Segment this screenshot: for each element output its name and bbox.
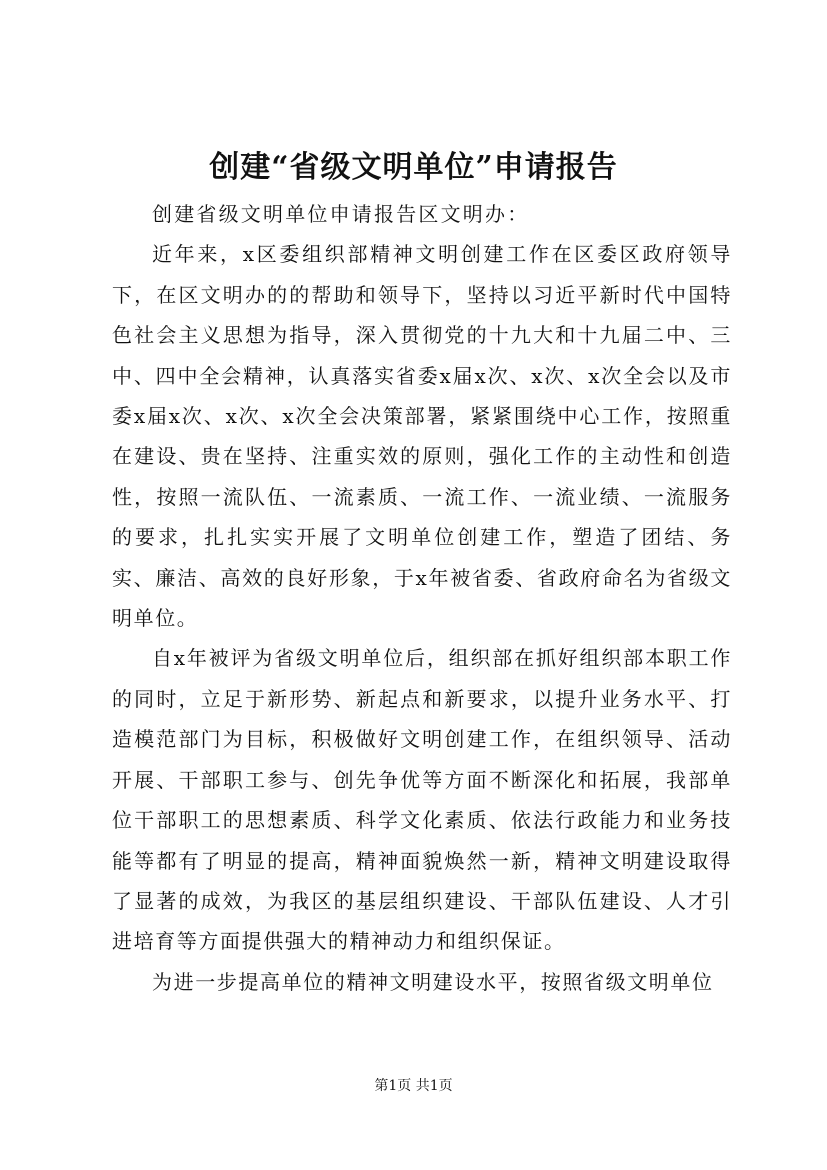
page-footer [0, 1076, 827, 1096]
paragraph-salutation: 创建省级文明单位申请报告区文明办： [152, 202, 530, 226]
document-body [112, 194, 732, 1002]
paragraph-2: 自x年被评为省级文明单位后，组织部在抓好组织部本职工作的同时，立足于新形势、新起点和新要求，以提升业务水平、打造模范部门为目标，积极做好文明创建工作，在组织领导、活动开展、干部职工参与、创先争优等方面不断深化和拓展，我部单位干部职工的思想素质、科学文化素质、依法行政能力和业务技能等都有了明显的提高，精神面貌焕然一新，精神文明建设取得了显著的成效，为我区的基层组织建设、干部队伍建设、人才引进培育等方面提供强大的精神动力和组织保证。 [112, 646, 732, 954]
page-total: 共1页 [415, 1078, 453, 1094]
page-number: 第1页 [374, 1078, 412, 1094]
paragraph-1: 近年来，x区委组织部精神文明创建工作在区委区政府领导下，在区文明办的的帮助和领导下，坚持以习近平新时代中国特色社会主义思想为指导，深入贯彻党的十九大和十九届二中、三中、四中全会精神，认真落实省委x届x次、x次、x次全会以及市委x届x次、x次、x次全会决策部署，紧紧围绕中心工作，按照重在建设、贵在坚持、注重实效的原则，强化工作的主动性和创造性，按照一流队伍、一流素质、一流工作、一流业绩、一流服务的要求，扎扎实实开展了文明单位创建工作，塑造了团结、务实、廉洁、高效的良好形象，于x年被省委、省政府命名为省级文明单位。 [112, 242, 732, 631]
document-title: 创建“省级文明单位”申请报告 [209, 150, 618, 185]
paragraph-3: 为进一步提高单位的精神文明建设水平，按照省级文明单位 [152, 969, 714, 994]
